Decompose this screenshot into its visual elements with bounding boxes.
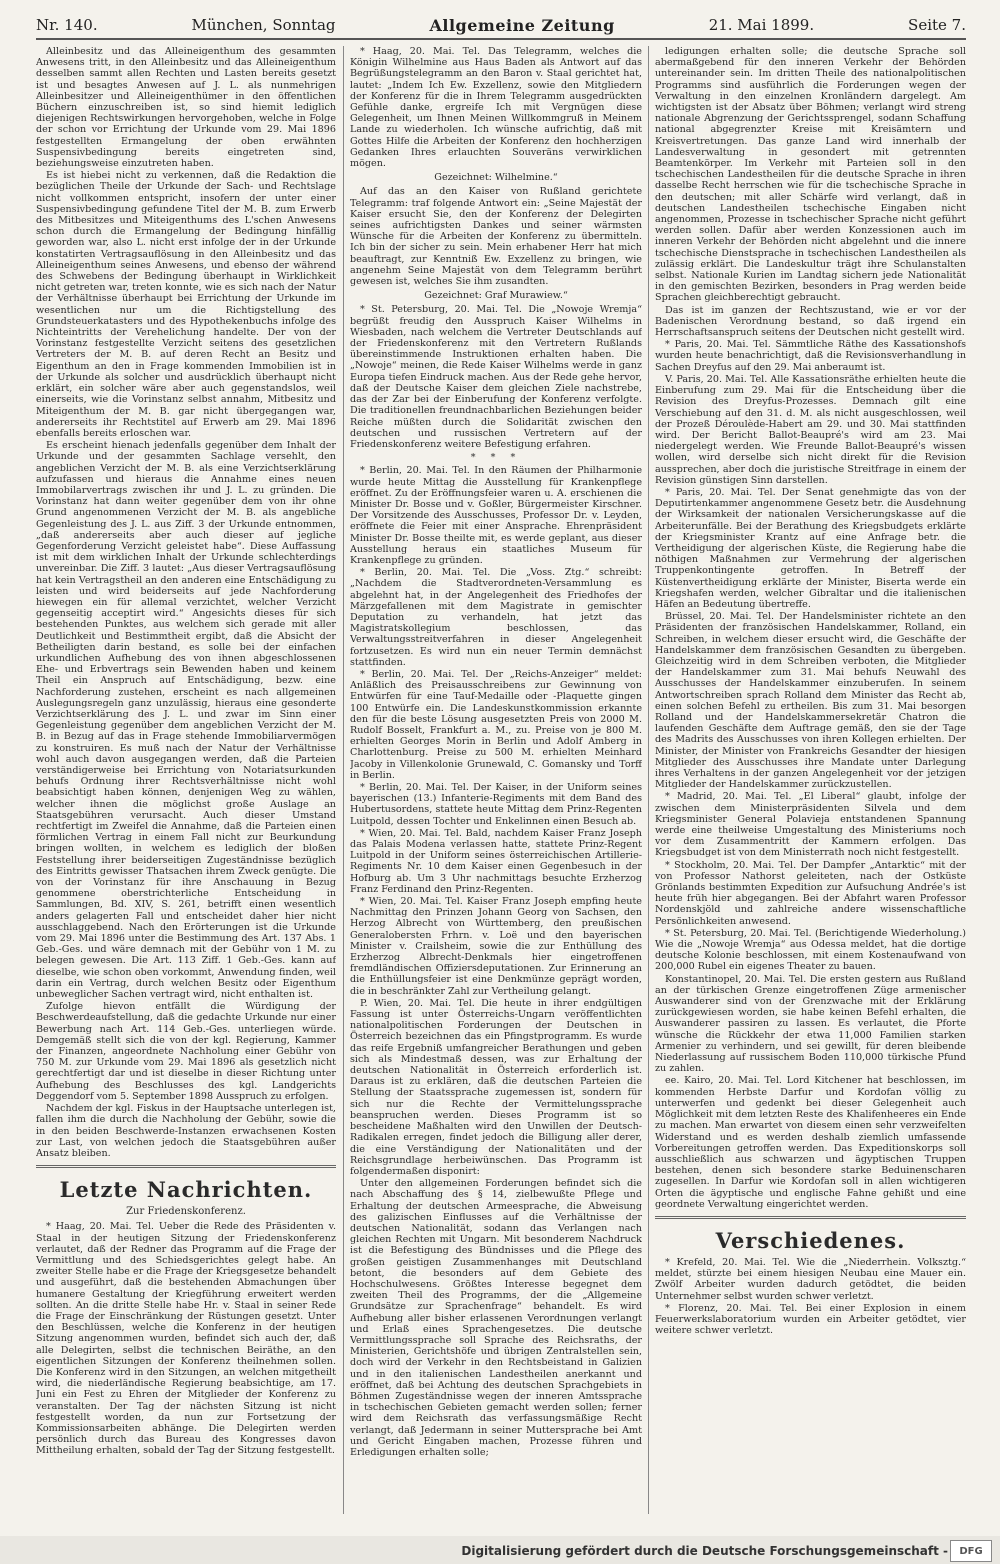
article-paragraph: Das ist im ganzen der Rechtszustand, wie er vor der Badenischen Verordnung bestand, so daß irgend ein Herrschaftsanspruch seitens der Deutschen nicht gestellt wird.	[655, 304, 966, 339]
section-title-miscellaneous: Verschiedenes.	[715, 1227, 906, 1253]
column-2	[350, 46, 642, 1514]
article-paragraph: * St. Petersburg, 20. Mai. Tel. (Berichtigende Wiederholung.) Wie die „Nowoje Wremja“ aus Odessa meldet, hat die dortige deutsche Kolonie beschlossen, mit einem Kostenaufwand von 200,000 Rubel ein eigenes Theater zu bauen.	[655, 927, 966, 973]
issue-date: 21. Mai 1899.	[708, 16, 815, 34]
article-paragraph: * Berlin, 20. Mai. Tel. Der „Reichs-Anzeiger“ meldet: Anläßlich des Preisausschreibens zur Gewinnung von Entwürfen für eine Tauf-Medaille oder -Plaquette gingen 100 Entwürfe ein. Die Landeskunstkommission erkannte den für die beste Lösung ausgesetzten Preis von 2000 M. Rudolf Bosselt, Frankfurt a. M., zu. Preise von je 800 M. erhielten Georges Morin in Berlin und Adolf Amberg in Charlottenburg. Preise zu 500 M. erhielten Meinhard Jacoby in Villenkolonie Grunewald, C. Gomansky und Torff in Berlin.	[350, 668, 642, 781]
article-paragraph: Unter den allgemeinen Forderungen befindet sich die nach Abschaffung des § 14, zielbewußte Pflege und Erhaltung der deutschen Armeesprache, die Abweisung des galizischen Einflusses auf die Verhältnisse der deutschen Nationalität, sodann das Verlangen nach gleichen Rechten mit Ungarn. Mit besonderem Nachdruck ist die Befestigung des Bündnisses und die Pflege des großen geistigen Zusammenhanges mit Deutschland betont, die besonders auf dem Gebiete des Hochschulwesens. Größtes Interesse begegnet dem zweiten Theil des Programms, der die „Allgemeine Grundsätze zur Sprachenfrage“ behandelt. Es wird Aufhebung aller bisher erlassenen Verordnungen verlangt und Erlaß eines Sprachengesetzes. Die deutsche Vermittlungssprache soll Sprache des Reichsraths, der Ministerien, Gerichtshöfe und übrigen Zentralstellen sein, doch wird der Verkehr in den Rechtsbeistand in Galizien und in den italienischen Landestheilen anerkannt und eröffnet, daß bei Achtung des deutschen Sprachgebiets in Böhmen Zugeständnisse wegen der inneren Amtssprache in tschechischen Gebieten gemacht werden sollen; ferner wird dem Reichsrath das verfassungsmäßige Recht verlangt, daß Jedermann in seiner Muttersprache bei Amt und Gericht Eingaben machen, Prozesse führen und Erledigungen erhalten solle;	[350, 1178, 642, 1458]
article-paragraph: * Wien, 20. Mai. Tel. Kaiser Franz Joseph empfing heute Nachmittag den Prinzen Johann Georg von Sachsen, den Herzog Albrecht von Württemberg, den preußischen Generalobersten Frhrn. v. Loë und den bayerischen Minister v. Crailsheim, sowie die zur Enthüllung des Erzherzog Albrecht-Denkmals hier eingetroffenen fremdländischen Offiziersdeputationen. Zur Erinnerung an die Enthüllungsfeier ist eine Denkmünze geprägt worden, die in beschränkter Zahl zur Vertheilung gelangt.	[350, 896, 642, 997]
article-paragraph: * Stockholm, 20. Mai. Tel. Der Dampfer „Antarktic“ mit der von Professor Nathorst geleiteten, nach der Ostküste Grönlands bestimmten Expedition zur Aufsuchung Andrée's ist heute früh hier abgegangen. Bei der Abfahrt waren Professor Nordenskjöld und zahlreiche andere wissenschaftliche Persönlichkeiten anwesend.	[655, 859, 966, 927]
header-rule	[36, 38, 966, 40]
column-3	[655, 46, 966, 1514]
article-paragraph: * Wien, 20. Mai. Tel. Bald, nachdem Kaiser Franz Joseph das Palais Modena verlassen hatte, stattete Prinz-Regent Luitpold in der Uniform seines österreichischen Artillerie-Regiments Nr. 10 dem Kaiser einen Gegenbesuch in der Hofburg ab. Um 3 Uhr nachmittags besuchte Erzherzog Franz Ferdinand den Prinz-Regenten.	[350, 827, 642, 895]
article-paragraph: Zufolge hievon entfällt die Würdigung der Beschwerdeaufstellung, daß die gedachte Urkunde nur einer Bewerbung nach Art. 114 Geb.-Ges. unterliegen würde. Demgemäß stellt sich die von der kgl. Regierung, Kammer der Finanzen, angeordnete Nachholung einer Gebühr von 750 M. zur Urkunde vom 29. Mai 1896 als gesetzlich nicht gerechtfertigt dar und ist dieselbe in dieser Richtung unter Aufhebung des Beschlusses des kgl. Landgerichts Deggendorf vom 5. September 1898 Ausspruch zu erfolgen.	[36, 1001, 336, 1102]
article-paragraph: ee. Kairo, 20. Mai. Tel. Lord Kitchener hat beschlossen, im kommenden Herbste Darfur und Kordofan völlig zu unterwerfen und gedenkt bei dieser Gelegenheit auch Möglichkeit mit dem letzten Reste des Khalifenheeres ein Ende zu machen. Man erwartet von diesem einen sehr verzweifelten Widerstand und es werden deshalb ziemlich umfassende Vorbereitungen getroffen werden. Das Expeditionskorps soll ausschließlich aus schwarzen und ägyptischen Truppen bestehen, denen sich besondere starke Beduinenscharen zugesellen. In Darfur wie Kordofan soll in allen wichtigeren Orten die ägyptische und englische Fahne gehißt und eine geordnete Verwaltung eingerichtet werden.	[655, 1075, 966, 1210]
article-paragraph: * Paris, 20. Mai. Tel. Sämmtliche Räthe des Kassationshofs wurden heute benachrichtigt, daß die Revisionsverhandlung in Sachen Dreyfus auf den 29. Mai anberaumt ist.	[655, 339, 966, 373]
page-number: Seite 7.	[908, 16, 966, 34]
article-paragraph: * Paris, 20. Mai. Tel. Der Senat genehmigte das von der Deputirtenkammer angenommene Gesetz betr. die Ausdehnung der Wirksamkeit der nationalen Versicherungskasse auf die Arbeiterunfälle. Bei der Berathung des Kriegsbudgets erklärte der Kriegsminister Krantz auf eine Anfrage betr. die Vertheidigung der algerischen Küste, die Regierung habe die nöthigen Maßnahmen zur Vermehrung der algerischen Truppenkontingente getroffen. In Betreff der Küstenvertheidigung erklärte der Minister, Biserta werde ein Kriegshafen werden, welcher Gibraltar und die italienischen Häfen an Bedeutung übertreffe.	[655, 486, 966, 610]
section-title-latest-news: Letzte Nachrichten.	[59, 1177, 313, 1203]
section-rule	[655, 1216, 966, 1219]
signature-line: Gezeichnet: Wilhelmine.“	[434, 172, 558, 184]
article-paragraph: Alleinbesitz und das Alleineigenthum des gesammten Anwesens tritt, in den Alleinbesitz und das Alleineigenthum desselben sammt allen Rechten und Lasten bereits gesetzt ist und besagtes Anwesen auf J. L. als nunmehrigen Alleinbesitzer und Alleineigenthümer in den öffentlichen Büchern einzuschreiben ist, so sind hiemit lediglich diejenigen Rechtswirkungen hervorgehoben, welche in Folge der schon vor Errichtung der Urkunde vom 29. Mai 1896 festgestellten Ermangelung der oben erwähnten Suspensivbedingung bereits eingetreten sind, beziehungsweise einzutreten haben.	[36, 46, 336, 170]
digitization-credit: Digitalisierung gefördert durch die Deutsche Forschungsgemeinschaft -	[461, 1544, 948, 1558]
section-subtitle: Zur Friedenskonferenz.	[126, 1206, 246, 1218]
article-paragraph: V. Paris, 20. Mai. Tel. Alle Kassationsräthe erhielten heute die Einberufung zum 29. Mai für die Entscheidung über die Revision des Dreyfus-Prozesses. Demnach gilt eine Verschiebung auf den 31. d. M. als nicht ausgeschlossen, weil der Prozeß Déroulède-Habert am 29. und 30. Mai stattfinden wird. Der Bericht Ballot-Beaupré's wird am 23. Mai niedergelegt werden. Wie Freunde Ballot-Beaupré's wissen wollen, wird derselbe sich nicht direkt für die Revision aussprechen, aber doch die juristische Streitfrage in einem der Revision günstigen Sinn darstellen.	[655, 373, 966, 486]
article-paragraph: * Haag, 20. Mai. Tel. Ueber die Rede des Präsidenten v. Staal in der heutigen Sitzung der Friedenskonferenz verlautet, daß der Redner das Programm auf die Frage der Vermittlung und des Schiedsgerichtes gelegt habe. An zweiter Stelle habe er die Frage der Kriegsgesetze behandelt und ausgeführt, daß die bestehenden Abmachungen über humanere Gestaltung der Kriegführung erweitert werden sollten. An die dritte Stelle habe Hr. v. Staal in seiner Rede die Frage der Einschränkung der Rüstungen gesetzt. Unter den Beschlüssen, welche die Konferenz in der heutigen Sitzung angenommen wurden, befindet sich auch der, daß alle Delegirten, selbst die technischen Beiräthe, an den eigentlichen Sitzungen der Konferenz theilnehmen sollen. Die Konferenz wird in den Sitzungen, an welchen mitgetheilt wird, die niederländische Regierung beabsichtige, am 17. Juni ein Fest zu Ehren der Mitglieder der Konferenz zu veranstalten. Der Tag der nächsten Sitzung ist nicht festgestellt worden, da nun zur Fortsetzung der Kommissionsarbeiten abhänge. Die Delegirten werden persönlich durch das Bureau des Kongresses davon Mittheilung erhalten, sobald der Tag der Sitzung festgestellt.	[36, 1221, 336, 1457]
article-paragraph: Brüssel, 20. Mai. Tel. Der Handelsminister richtete an den Präsidenten der französischen Handelskammer, Rolland, ein Schreiben, in welchem dieser ersucht wird, die Geschäfte der Handelskammer dem französischen Gesandten zu übergeben. Gleichzeitig wird in dem Schreiben verboten, die Mitglieder der Handelskammer zum 31. Mai behufs Neuwahl des Ausschusses der Handelskammer einzuberufen. In seinem Antwortschreiben sprach Rolland dem Minister das Recht ab, einen solchen Befehl zu ertheilen. Bis zum 31. Mai besorgen Rolland und der Handelskammersekretär Chatron die laufenden Geschäfte dem Auftrage gemäß, den sie der Tage des Madrits des Ausschusses von ihren Kollegen erhielten. Der Minister, der Minister von Frankreichs Gesandter der hiesigen Mitglieder des Ausschusses ihre Mandate unter Darlegung ihres Verhaltens in der ganzen Angelegenheit vor der jetzigen Mitglieder der Handelskammer zurückzustellen.	[655, 611, 966, 791]
dfg-logo: DFG	[950, 1540, 992, 1562]
article-paragraph: * Florenz, 20. Mai. Tel. Bei einer Explosion in einem Feuerwerkslaboratorium wurden ein Arbeiter getödtet, vier weitere schwer verletzt.	[655, 1302, 966, 1337]
column-divider	[648, 46, 649, 1514]
article-paragraph: * Berlin, 20. Mai. Tel. Die „Voss. Ztg.“ schreibt: „Nachdem die Stadtverordneten-Versammlung es abgelehnt hat, in der Angelegenheit des Friedhofes der Märzgefallenen mit dem Magistrate in gemischter Deputation zu verhandeln, hat jetzt das Magistratskollegium beschlossen, das Verwaltungsstreitverfahren in dieser Angelegenheit fortzusetzen. Es wird nun ein neuer Termin demnächst stattfinden.	[350, 567, 642, 668]
column-1	[36, 46, 336, 1514]
place-day: München, Sonntag	[191, 16, 336, 34]
article-paragraph: * Berlin, 20. Mai. Tel. Der Kaiser, in der Uniform seines bayerischen (13.) Infanterie-Regiments mit dem Band des Hubertusordens, stattete heute Mittag dem Prinz-Regenten Luitpold, dessen Tochter und Enkelinnen einen Besuch ab.	[350, 782, 642, 827]
issue-number: Nr. 140.	[36, 16, 98, 34]
footer-bar	[0, 1536, 1000, 1564]
article-paragraph: P. Wien, 20. Mai. Tel. Die heute in ihrer endgültigen Fassung ist unter Österreichs-Ungarn veröffentlichten nationalpolitischen Forderungen der Deutschen in Österreich bezeichnen das ein Pfingstprogramm. Es wurde das reife Ergebniß umfangreicher Berathungen und geben sich als Mindestmaß dessen, was zur Erhaltung der deutschen Nationalität in Österreich erforderlich ist. Daraus ist zu erklären, daß die deutschen Parteien die Stellung der Staatssprache zugemessen ist, sondern für sich nur die Rechte der Vermittelungssprache beanspruchen werden. Dieses Programm ist so bescheidene Maßhalten wird den Unwillen der Deutsch-Radikalen erregen, findet jedoch die Billigung aller derer, die eine Verständigung der Nationalitäten und der Reichsgrundlage herbeiwünschen. Das Programm ist folgendermaßen disponirt:	[350, 997, 642, 1177]
article-paragraph: Konstantinopel, 20. Mai. Tel. Die ersten gestern aus Rußland an der türkischen Grenze eingetroffenen Züge armenischer Auswanderer sind von der Grenzwache mit der Erklärung zurückgewiesen worden, sie habe keinen Befehl erhalten, die Auswanderer passiren zu lassen. Es verlautet, die Pforte wünsche die Rückkehr der etwa 11,000 Familien starken Armenier zu verhindern, und sei gewillt, für deren bleibende Niederlassung auf russischem Boden 110,000 türkische Pfund zu zahlen.	[655, 973, 966, 1075]
separator-stars: * * *	[470, 452, 522, 464]
article-paragraph: * Berlin, 20. Mai. Tel. In den Räumen der Philharmonie wurde heute Mittag die Ausstellung für Krankenpflege eröffnet. Zu der Eröffnungsfeier waren u. A. erschienen die Minister Dr. Bosse und v. Goßler, Bürgermeister Kirschner. Der Vorsitzende des Ausschusses, Professor Dr. v. Leyden, eröffnete die Feier mit einer Ansprache. Ehrenpräsident Minister Dr. Bosse theilte mit, es werde geplant, aus dieser Ausstellung heraus ein staatliches Museum für Krankenpflege zu gründen.	[350, 465, 642, 566]
article-paragraph: * St. Petersburg, 20. Mai. Tel. Die „Nowoje Wremja“ begrüßt freudig den Ausspruch Kaiser Wilhelms in Wiesbaden, nach welchem die Vertreter Deutschlands auf der Friedenskonferenz mit den Vertretern Rußlands übereinstimmende Instruktionen erhalten haben. Die „Nowoje“ meinen, die Rede Kaiser Wilhelms werde in ganz Europa tiefen Eindruck machen. Aus der Rede gehe hervor, daß der Deutsche Kaiser dem gleichen Ziele nachstrebe, das der Zar bei der Einberufung der Konferenz verfolgte. Die traditionellen freundnachbarlichen Beziehungen beider Reiche müßten durch die Solidarität zwischen den deutschen und russischen Vertretern auf der Friedenskonferenz weitere Befestigung erfahren.	[350, 304, 642, 450]
section-rule	[36, 1165, 336, 1168]
paper-name: Allgemeine Zeitung	[429, 15, 615, 35]
article-paragraph: * Haag, 20. Mai. Tel. Das Telegramm, welches die Königin Wilhelmine aus Haus Baden als Antwort auf das Begrüßungstelegramm an den Baron v. Staal gerichtet hat, lautet: „Indem Ich Ew. Exzellenz, sowie den Mitgliedern der Konferenz für die in Ihrem Telegramm ausgedrückten Gefühle danke, ergreife Ich mit Vergnügen diese Gelegenheit, um Ihnen Meinen Willkommgruß in Meinem Lande zu wiederholen. Ich wünsche aufrichtig, daß mit Gottes Hilfe die Arbeiten der Konferenz den hochherzigen Gedanken Ihres erlauchten Souveräns verwirklichen mögen.	[350, 46, 642, 170]
column-divider	[343, 46, 344, 1514]
article-paragraph: * Madrid, 20. Mai. Tel. „El Liberal“ glaubt, infolge der zwischen dem Ministerpräsidenten Silvela und dem Kriegsminister General Polavieja entstandenen Spannung werde eine theilweise Umgestaltung des Ministeriums noch vor dem Zusammentritt der Kammern erfolgen. Das Kriegsbudget ist von dem Ministerrath noch nicht festgestellt.	[655, 791, 966, 859]
article-paragraph: Es ist hiebei nicht zu verkennen, daß die Redaktion die bezüglichen Theile der Urkunde der Sach- und Rechtslage nicht vollkommen entspricht, insofern der unter einer Suspensivbedingung gefundene Titel der M. B. zum Erwerb des Mitbesitzes und Miteigenthums des L'schen Anwesens schon durch die Ermangelung der Bedingung hinfällig geworden war, also L. nicht erst infolge der in der Urkunde konstatirten Vertragsauflösung in den Alleinbesitz und das Alleineigenthum seines Anwesens, und ebenso der während des Schwebens der Bedingung überhaupt in Wirklichkeit nicht getreten war, treten konnte, wie es sich nach der Natur der Verhältnisse überhaupt bei Errichtung der Urkunde im wesentlichen nur um die Richtigstellung des Grundsteuerkatasters und des Hypothekenbuchs infolge des Nichteintritts der Verehelichung handelte. Der von der Vorinstanz festgestellte Verzicht seitens des gesetzlichen Vertreters der M. B. auf deren Recht an Besitz und Eigenthum an den in Frage kommenden Immobilien ist in der Urkunde als solcher und ausdrücklich überhaupt nicht erklärt, ein solcher wäre aber auch gegenstandslos, weil einerseits, wie die Vorinstanz selbst annahm, Mitbesitz und Miteigenthum der M. B. gar nicht übergegangen war, andererseits ihr Rechtstitel auf Erwerb am 29. Mai 1896 ebenfalls bereits erloschen war.	[36, 170, 336, 439]
signature-line: Gezeichnet: Graf Murawiew.“	[424, 290, 568, 302]
article-paragraph: Nachdem der kgl. Fiskus in der Hauptsache unterlegen ist, fallen ihm die durch die Nachholung der Gebühr, sowie die in den beiden Beschwerde-Instanzen erwachsenen Kosten zur Last, von welchen jedoch die Staatsgebühren außer Ansatz bleiben.	[36, 1103, 336, 1159]
article-paragraph: * Krefeld, 20. Mai. Tel. Wie die „Niederrhein. Volksztg.“ meldet, stürzte bei einem hiesigen Neubau eine Mauer ein. Zwölf Arbeiter wurden dadurch getödtet, die beiden Unternehmer selbst wurden schwer verletzt.	[655, 1256, 966, 1302]
article-paragraph: Auf das an den Kaiser von Rußland gerichtete Telegramm: traf folgende Antwort ein: „Seine Majestät der Kaiser ersucht Sie, den der Konferenz der Delegirten seines aufrichtigsten Dankes und seiner wärmsten Wünsche für die Arbeiten der Konferenz zu übermitteln. Ich bin der sicher zu sein. Mein erhabener Herr hat mich beauftragt, zur Kenntniß Ew. Exzellenz zu bringen, wie angenehm Seine Majestät von dem Telegramm berührt gewesen ist, welches Sie ihm zusandten.	[350, 186, 642, 288]
masthead	[36, 12, 966, 38]
article-paragraph: Es erscheint hienach jedenfalls gegenüber dem Inhalt der Urkunde und der gesammten Sachlage versehlt, den angeblichen Verzicht der M. B. als eine Verzichtserklärung aufzufassen und hieraus die Annahme eines neuen Immobilarvertrags zwischen ihr und J. L. zu gründen. Die Vorinstanz hat dann weiter gegenüber dem von ihr ohne Grund angenommenen Verzicht der M. B. als angebliche Gegenleistung des J. L. aus Ziff. 3 der Urkunde entnommen, „daß andererseits aber auch dieser auf jegliche Gegenforderung Verzicht geleistet habe“. Diese Auffassung ist mit dem wirklichen Inhalt der Urkunde schlechterdings unvereinbar. Die Ziff. 3 lautet: „Aus dieser Vertragsauflösung hat kein Vertragstheil an den anderen eine Entschädigung zu leisten und wird beiderseits auf jede Nachforderung hiewegen ein für allemal verzichtet, welcher Verzicht gegenseitig acceptirt wird.“ Angesichts dieses für sich bestehenden Punktes, aus welchem sich gerade mit aller Deutlichkeit und Bestimmtheit ergibt, daß die Absicht der Betheiligten darin bestand, es solle bei der einfachen urkundlichen Aufhebung des von ihnen abgeschlossenen Ehe- und Erbvertrags sein Bewenden haben und keinem Theil ein Anspruch auf Entschädigung, bezw. eine Nachforderung zustehen, erscheint es nach allgemeinen Auslegungsregeln ganz unzulässig, hieraus eine gesonderte Verzichtserklärung des J. L. und zwar im Sinn einer Gegenleistung gegenüber dem angeblichen Verzicht der M. B. in Bezug auf das in Frage stehende Immobiliarvermögen zu konstruiren. Es muß nach der Natur der Verhältnisse wohl auch davon ausgegangen werden, daß die Parteien verständigerweise bei Errichtung von Notariatsurkunden behufs Ordnung ihrer Rechtsverhältnisse nicht wohl beabsichtigt haben können, denjenigen Weg zu wählen, welcher ihnen die möglichst große Auslage an Staatsgebühren verursacht. Auch dieser Umstand rechtfertigt im Zweifel die Annahme, daß die Parteien einen förmlichen Vertrag in einem Fall nicht zur Beurkundung bringen wollten, in welchem es lediglich der bloßen Feststellung ihrer beiderseitigen Zugeständnisse bezüglich des Eintritts gewisser Thatsachen ihrem Zweck genügte. Die von der Vorinstanz für ihre Anschauung in Bezug genommene oberstrichterliche Entscheidung in Sammlungen, Bd. XIV, S. 261, betrifft einen wesentlich anders gelagerten Fall und entscheidet daher hier nicht ausschlaggebend. Nach den Erörterungen ist die Urkunde vom 29. Mai 1896 unter die Bestimmung des Art. 137 Abs. 1 Geb.-Ges. und wäre demnach mit der Gebühr von 1 M. zu belegen gewesen. Die Art. 113 Ziff. 1 Geb.-Ges. kann auf dieselbe, wie schon oben vorkommt, Anwendung finden, weil darin ein Vertrag, durch welchen Besitz oder Eigenthum unbeweglicher Sachen vertragt wird, nicht enthalten ist.	[36, 440, 336, 1001]
article-paragraph: ledigungen erhalten solle; die deutsche Sprache soll abermaßgebend für den inneren Verkehr der Behörden untereinander sein. Im dritten Theile des nationalpolitischen Programms sind ausführlich die Forderungen wegen der Verwaltung in den einzelnen Kronländern dargelegt. Am wichtigsten ist der Absatz über Böhmen; verlangt wird streng nationale Abgrenzung der Gerichtssprengel, sodann Schaffung national abgegrenzter Kreise mit Kreisämtern und Kreisvertretungen. Das ganze Land wird innerhalb der Landesverwaltung in gesondert mit getrennten Beamtenkörper. Im Verkehr mit Parteien soll in den tschechischen Landestheilen für die deutsche Sprache in ihren dasselbe Recht herrschen wie für die tschechische Sprache in den deutschen; mit aller Schärfe wird verlangt, daß in deutschen Landestheilen tschechische Eingaben nicht angenommen, Prozesse in tschechischer Sprache nicht geführt werden sollen. Dafür aber werden Konzessionen auch im inneren Verkehr der Behörden nicht abgelehnt und die innere tschechische Dienstsprache in tschechischen Landestheilen als zulässig erklärt. Die Landeskultur trägt ihre Schulanstalten selbst. Nationale Kurien im Landtag sichern jede Nationalität in den gemischten Bezirken, besonders in Prag werden beide Sprachen gleichberechtigt gebraucht.	[655, 46, 966, 304]
